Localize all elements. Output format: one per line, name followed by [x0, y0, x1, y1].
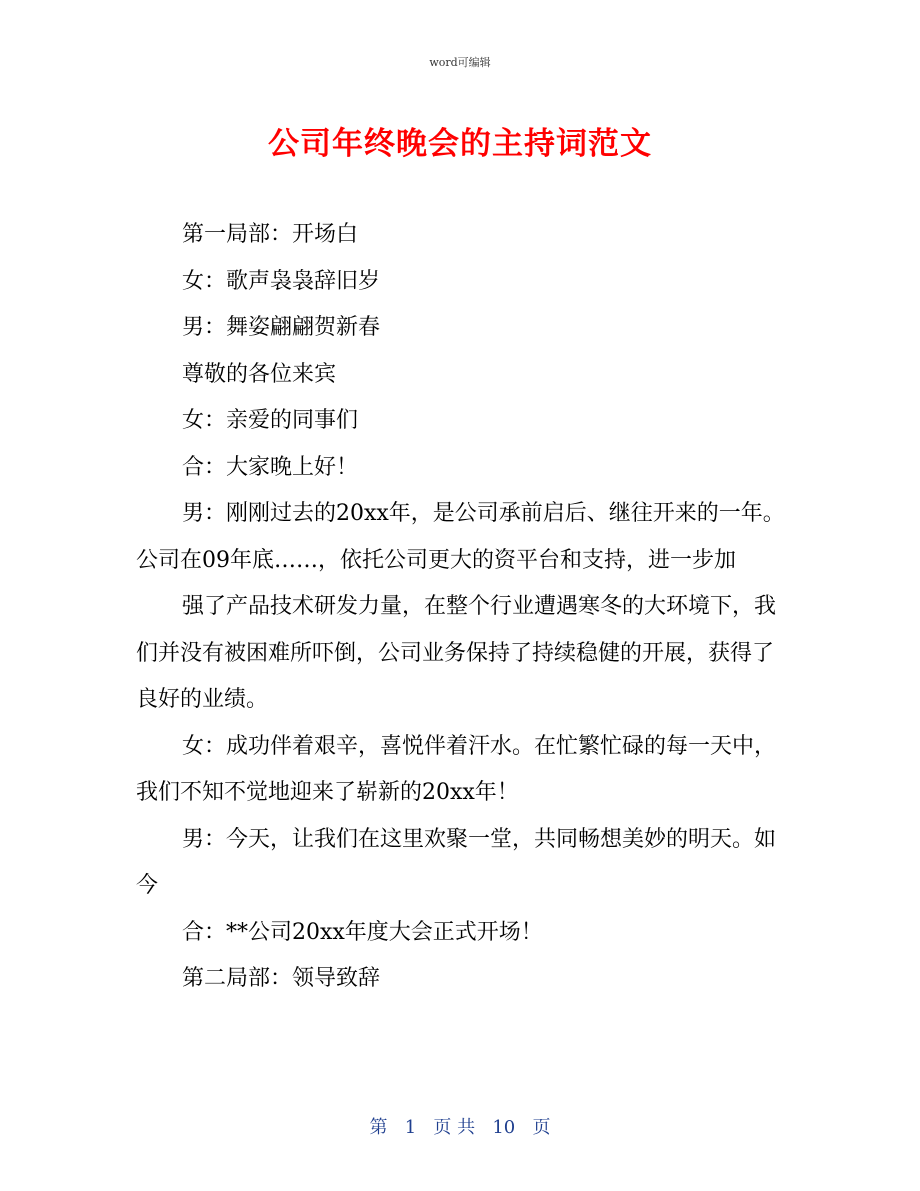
page-label-mid: 页 共: [433, 1117, 476, 1138]
paragraph: 女：歌声袅袅辞旧岁: [182, 268, 381, 294]
page-label-suffix: 页: [532, 1117, 551, 1138]
document-body: [136, 212, 786, 1003]
paragraph: 男：今天，让我们在这里欢聚一堂，共同畅想美妙的明天。如今: [136, 826, 777, 898]
header-note: word可编辑: [429, 56, 491, 69]
paragraph: 合：**公司20xx年度大会正式开场！: [182, 919, 543, 945]
paragraph: 合：大家晚上好！: [182, 454, 359, 480]
total-pages-number: 10: [492, 1117, 516, 1138]
page-number-footer: [0, 1113, 920, 1139]
paragraph: 第二局部：领导致辞: [182, 966, 381, 991]
paragraph: 强了产品技术研发力量，在整个行业遭遇寒冬的大环境下，我们并没有被困难所吓倒，公司业务保持了持续稳健的开展，获得了良好的业绩。: [136, 594, 777, 712]
paragraph: 女：亲爱的同事们: [182, 408, 359, 433]
document-title: 公司年终晚会的主持词范文: [268, 126, 652, 162]
page-label-prefix: 第: [369, 1117, 388, 1138]
paragraph: 男：舞姿翩翩贺新春: [182, 315, 381, 340]
paragraph: 女：成功伴着艰辛，喜悦伴着汗水。在忙繁忙碌的每一天中，我们不知不觉地迎来了崭新的20xx年！: [136, 733, 777, 805]
paragraph: 第一局部：开场白: [182, 222, 359, 247]
paragraph: 尊敬的各位来宾: [182, 361, 337, 387]
current-page-number: 1: [404, 1117, 417, 1138]
paragraph: 男：刚刚过去的20xx年，是公司承前启后、继往开来的一年。公司在09年底……，依托公司更大的资平台和支持，进一步加: [136, 501, 785, 573]
